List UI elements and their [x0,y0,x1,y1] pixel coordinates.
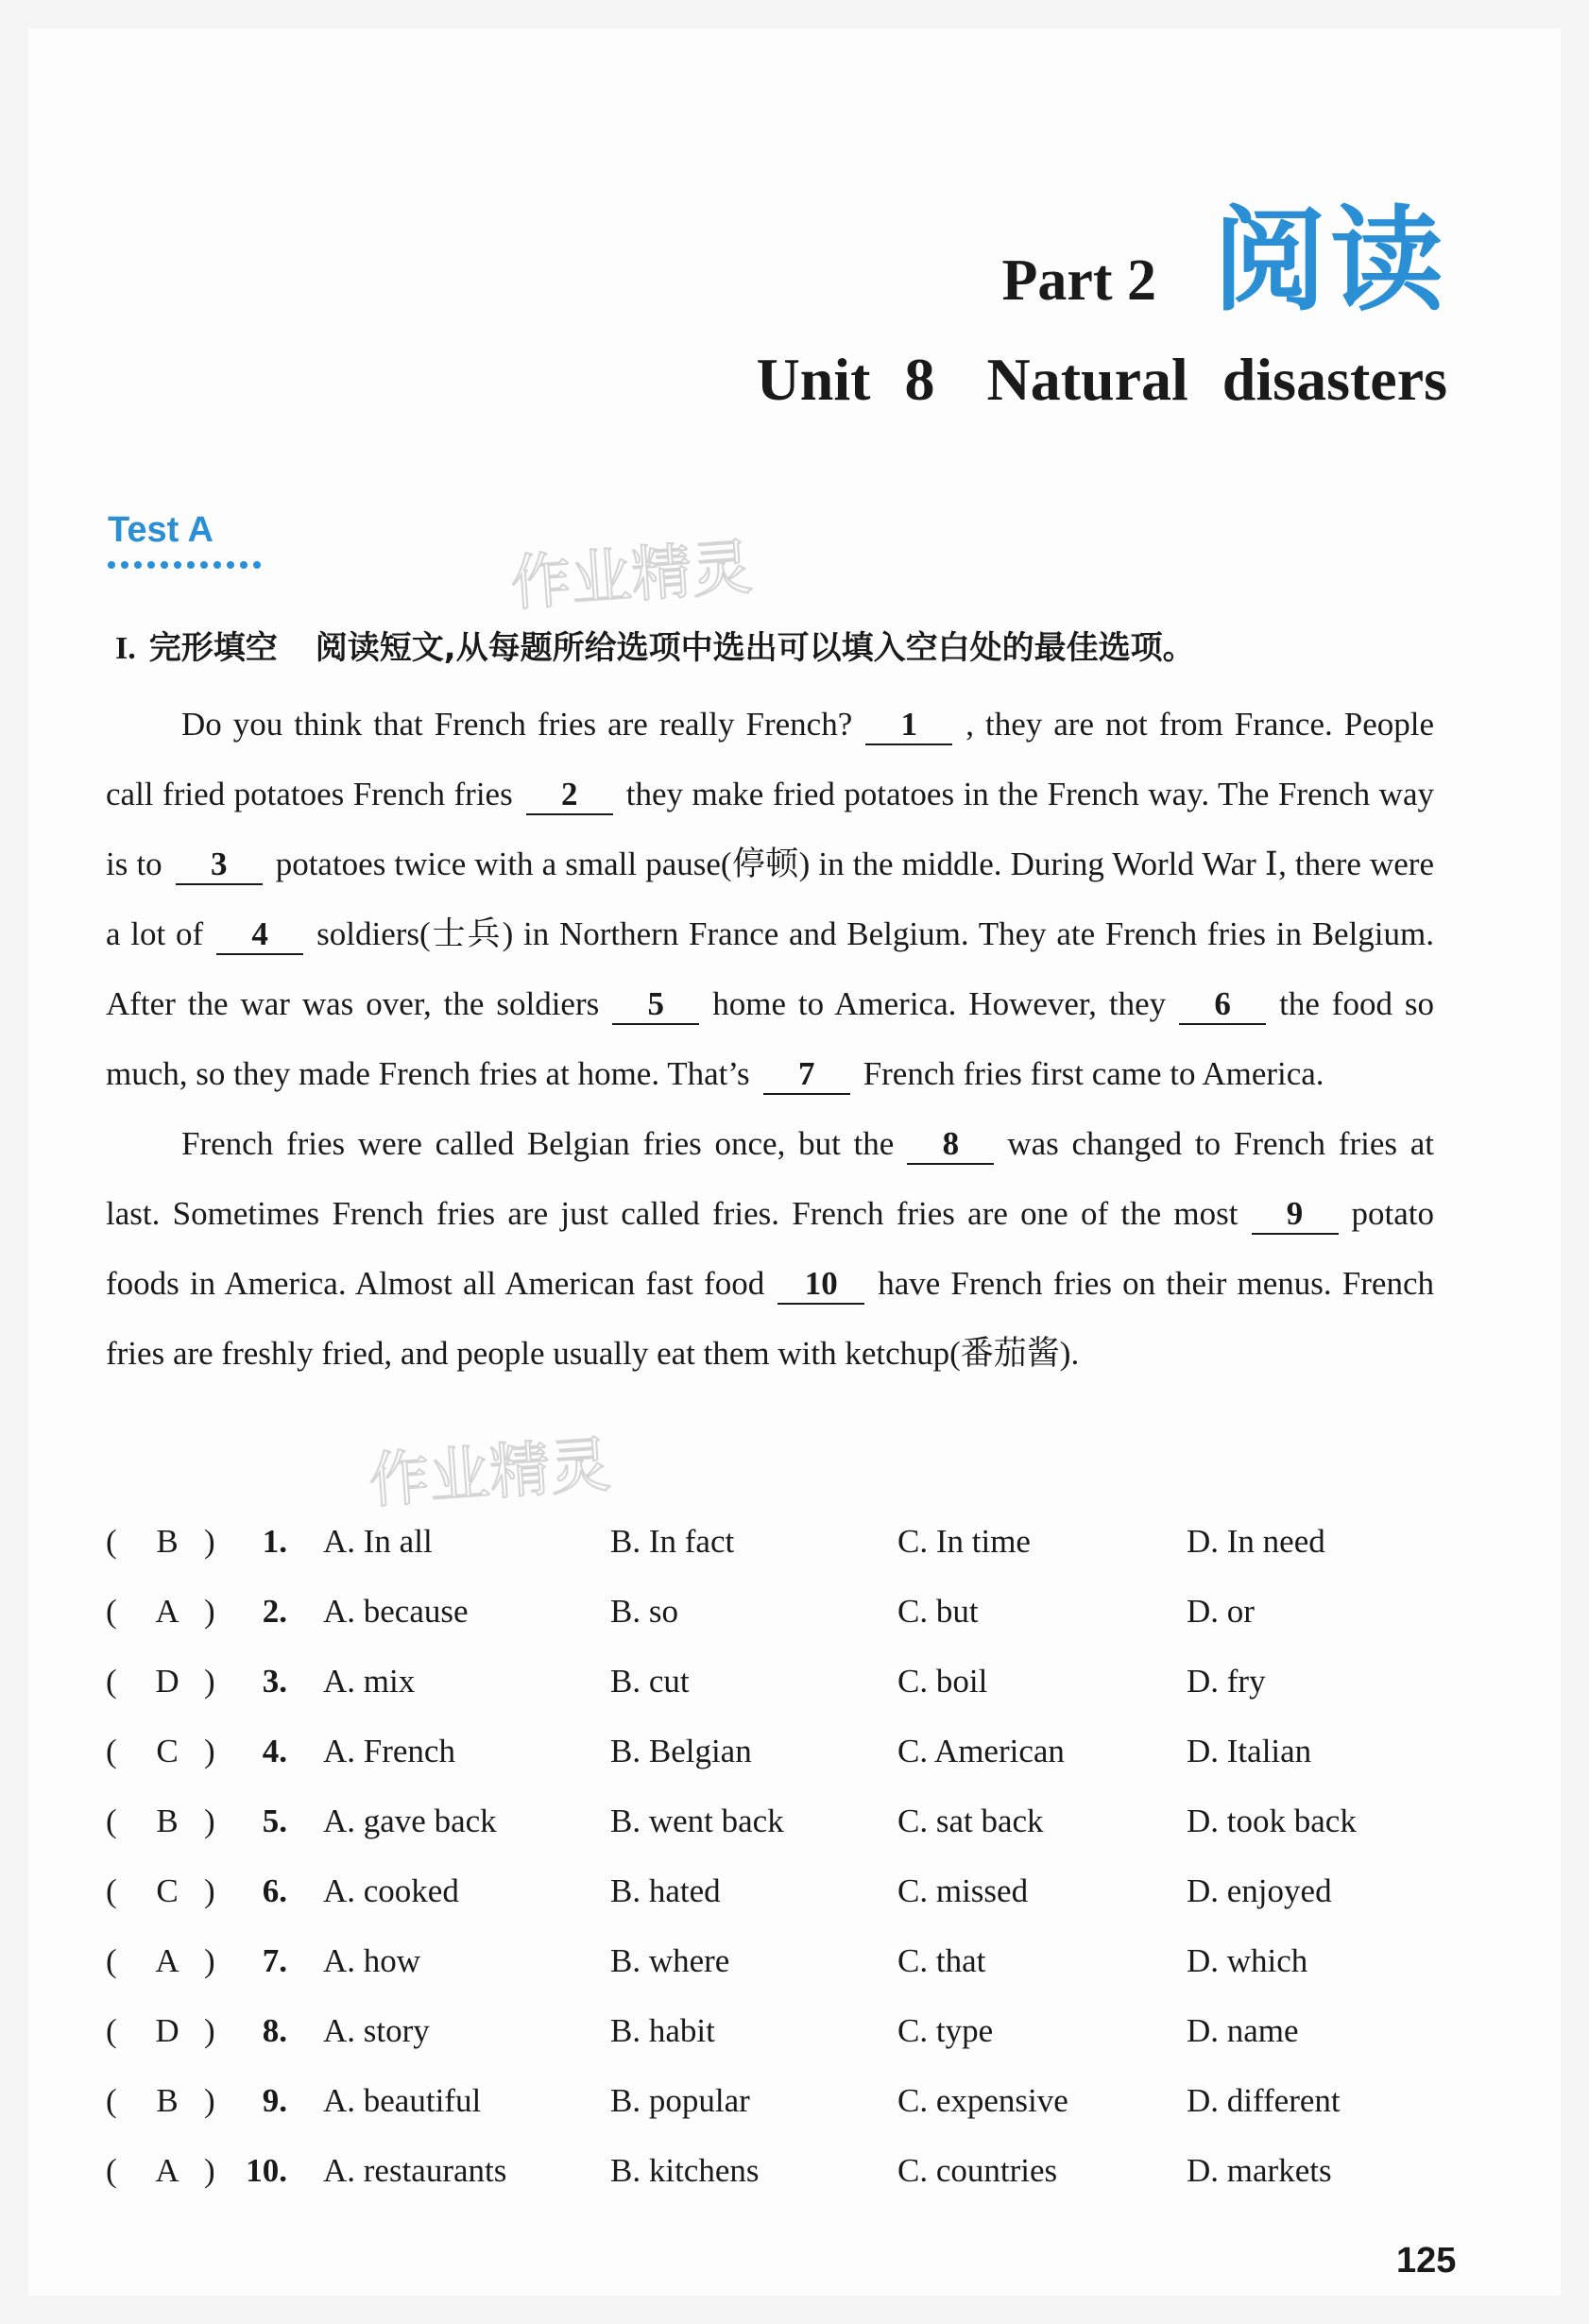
passage-text: soldiers(士兵) in Northern France and Belgium. They ate French fries in Belgium. After the war was over, the soldiers [106,915,1434,1022]
passage-text: , they are not from France. People call fried potatoes French fries [106,706,1434,812]
option-b: B. In fact [610,1523,735,1560]
option-d: D. Italian [1187,1733,1312,1769]
question-number: 8. [262,2012,287,2049]
answer: A [155,2152,179,2189]
question-number: 3. [262,1663,287,1700]
question-number: 9. [262,2082,287,2119]
question-number: 5. [262,1803,287,1839]
question-row: ( A ) 2. A. because B. so C. but D. or [106,1593,1255,1630]
blank-7: 7 [763,1055,850,1095]
unit-name: Natural disasters [986,346,1447,413]
section-title [115,622,1195,668]
reading-passage [106,690,1434,1389]
option-b: B. kitchens [610,2152,760,2189]
passage-text: Do you think that French fries are really French? [181,706,853,743]
question-number: 6. [262,1872,287,1909]
answer: C [156,1872,179,1909]
question-row: ( D ) 8. A. story B. habit C. type D. name [106,2012,1299,2049]
option-d: D. or [1187,1593,1255,1630]
option-b: B. popular [610,2082,750,2119]
option-a: A. beautiful [323,2082,482,2119]
blank-2: 2 [526,776,613,815]
option-a: A. gave back [323,1803,497,1839]
question-row: ( B ) 9. A. beautiful B. popular C. expensive D. different [106,2082,1341,2119]
option-a: A. how [323,1942,421,1979]
option-c: C. expensive [897,2082,1068,2119]
option-c: C. sat back [897,1803,1044,1839]
watermark: 作业精灵 [508,533,755,620]
section-instruction: 阅读短文,从每题所给选项中选出可以填入空白处的最佳选项。 [315,629,1195,667]
option-d: D. fry [1187,1663,1266,1700]
passage-text: have French fries on their menus. French fries are freshly fried, and people usually eat them with ketchup(番茄酱). [106,1265,1434,1372]
option-c: C. American [897,1733,1065,1769]
option-d: D. markets [1187,2152,1332,2189]
question-row: ( A ) 7. A. how B. where C. that D. which [106,1942,1308,1979]
blank-8: 8 [907,1125,994,1165]
passage-text: the food so much, so they made French fries at home. That’s [106,985,1434,1092]
question-list [106,1523,1504,2222]
option-c: C. that [897,1942,986,1979]
question-row: ( D ) 3. A. mix B. cut C. boil D. fry [106,1663,1266,1700]
option-d: D. In need [1187,1523,1325,1560]
page [28,28,1561,2296]
page-number: 125 [1396,2241,1457,2281]
answer: D [155,2012,179,2049]
option-d: D. name [1187,2012,1299,2049]
option-c: C. boil [897,1663,988,1700]
test-label-underline-dots [108,561,261,569]
option-b: B. where [610,1942,730,1979]
option-b: B. so [610,1593,678,1630]
question-row: ( C ) 6. A. cooked B. hated C. missed D. enjoyed [106,1872,1332,1909]
unit-title [757,345,1447,415]
blank-10: 10 [777,1265,864,1305]
option-a: A. French [323,1733,455,1769]
option-a: A. story [323,2012,430,2049]
passage-paragraph [106,690,1434,1109]
blank-4: 4 [216,915,303,955]
answer: A [155,1942,179,1979]
option-a: A. restaurants [323,2152,507,2189]
question-number: 2. [262,1593,287,1630]
section-roman-numeral: I. [115,631,136,666]
option-c: C. In time [897,1523,1031,1560]
question-number: 1. [262,1523,287,1560]
part-heading [1001,170,1447,333]
watermark: 作业精灵 [367,1430,613,1517]
option-d: D. different [1187,2082,1341,2119]
blank-6: 6 [1179,985,1266,1025]
option-b: B. went back [610,1803,784,1839]
passage-text: was changed to French fries at last. Sometimes French fries are just called fries. French fries are one of the most [106,1125,1434,1232]
option-b: B. hated [610,1872,721,1909]
option-d: D. which [1187,1942,1308,1979]
option-c: C. but [897,1593,979,1630]
option-c: C. countries [897,2152,1058,2189]
question-row: ( A ) 10. A. restaurants B. kitchens C. countries D. markets [106,2152,1332,2189]
question-number: 7. [262,1942,287,1979]
option-c: C. type [897,2012,994,2049]
question-number: 4. [262,1733,287,1769]
passage-text: French fries were called Belgian fries once, but the [181,1125,895,1162]
question-row: ( B ) 5. A. gave back B. went back C. sat back D. took back [106,1803,1357,1839]
option-d: D. took back [1187,1803,1357,1839]
section-type: 完形填空 [148,629,278,667]
option-a: A. mix [323,1663,416,1700]
question-row: ( C ) 4. A. French B. Belgian C. American D. Italian [106,1733,1312,1769]
unit-number: Unit 8 [756,346,935,413]
part-label: Part 2 [1001,248,1156,313]
answer: D [155,1663,179,1700]
question-row: ( B ) 1. A. In all B. In fact C. In time D. In need [106,1523,1325,1560]
blank-5: 5 [612,985,699,1025]
option-b: B. cut [610,1663,690,1700]
question-number: 10. [246,2152,287,2189]
option-a: A. because [323,1593,469,1630]
option-a: A. In all [323,1523,433,1560]
option-d: D. enjoyed [1187,1872,1332,1909]
blank-3: 3 [176,846,263,885]
answer: A [155,1593,179,1630]
passage-text: French fries first came to America. [863,1055,1324,1092]
answer: B [156,1803,179,1839]
passage-text: potatoes twice with a small pause(停顿) in the middle. During World War Ⅰ, there were a lot of [106,846,1434,952]
test-label: Test A [108,510,214,550]
passage-text: home to America. However, they [712,985,1167,1022]
passage-paragraph [106,1109,1434,1389]
passage-text: they make fried potatoes in the French way. The French way is to [106,776,1434,882]
part-chinese-title: 阅读 [1213,196,1447,327]
blank-1: 1 [865,706,952,745]
option-c: C. missed [897,1872,1029,1909]
answer: B [156,1523,179,1560]
option-b: B. Belgian [610,1733,752,1769]
option-a: A. cooked [323,1872,459,1909]
blank-9: 9 [1252,1195,1339,1235]
passage-text: potato foods in America. Almost all American fast food [106,1195,1434,1302]
option-b: B. habit [610,2012,715,2049]
answer: C [156,1733,179,1769]
answer: B [156,2082,179,2119]
